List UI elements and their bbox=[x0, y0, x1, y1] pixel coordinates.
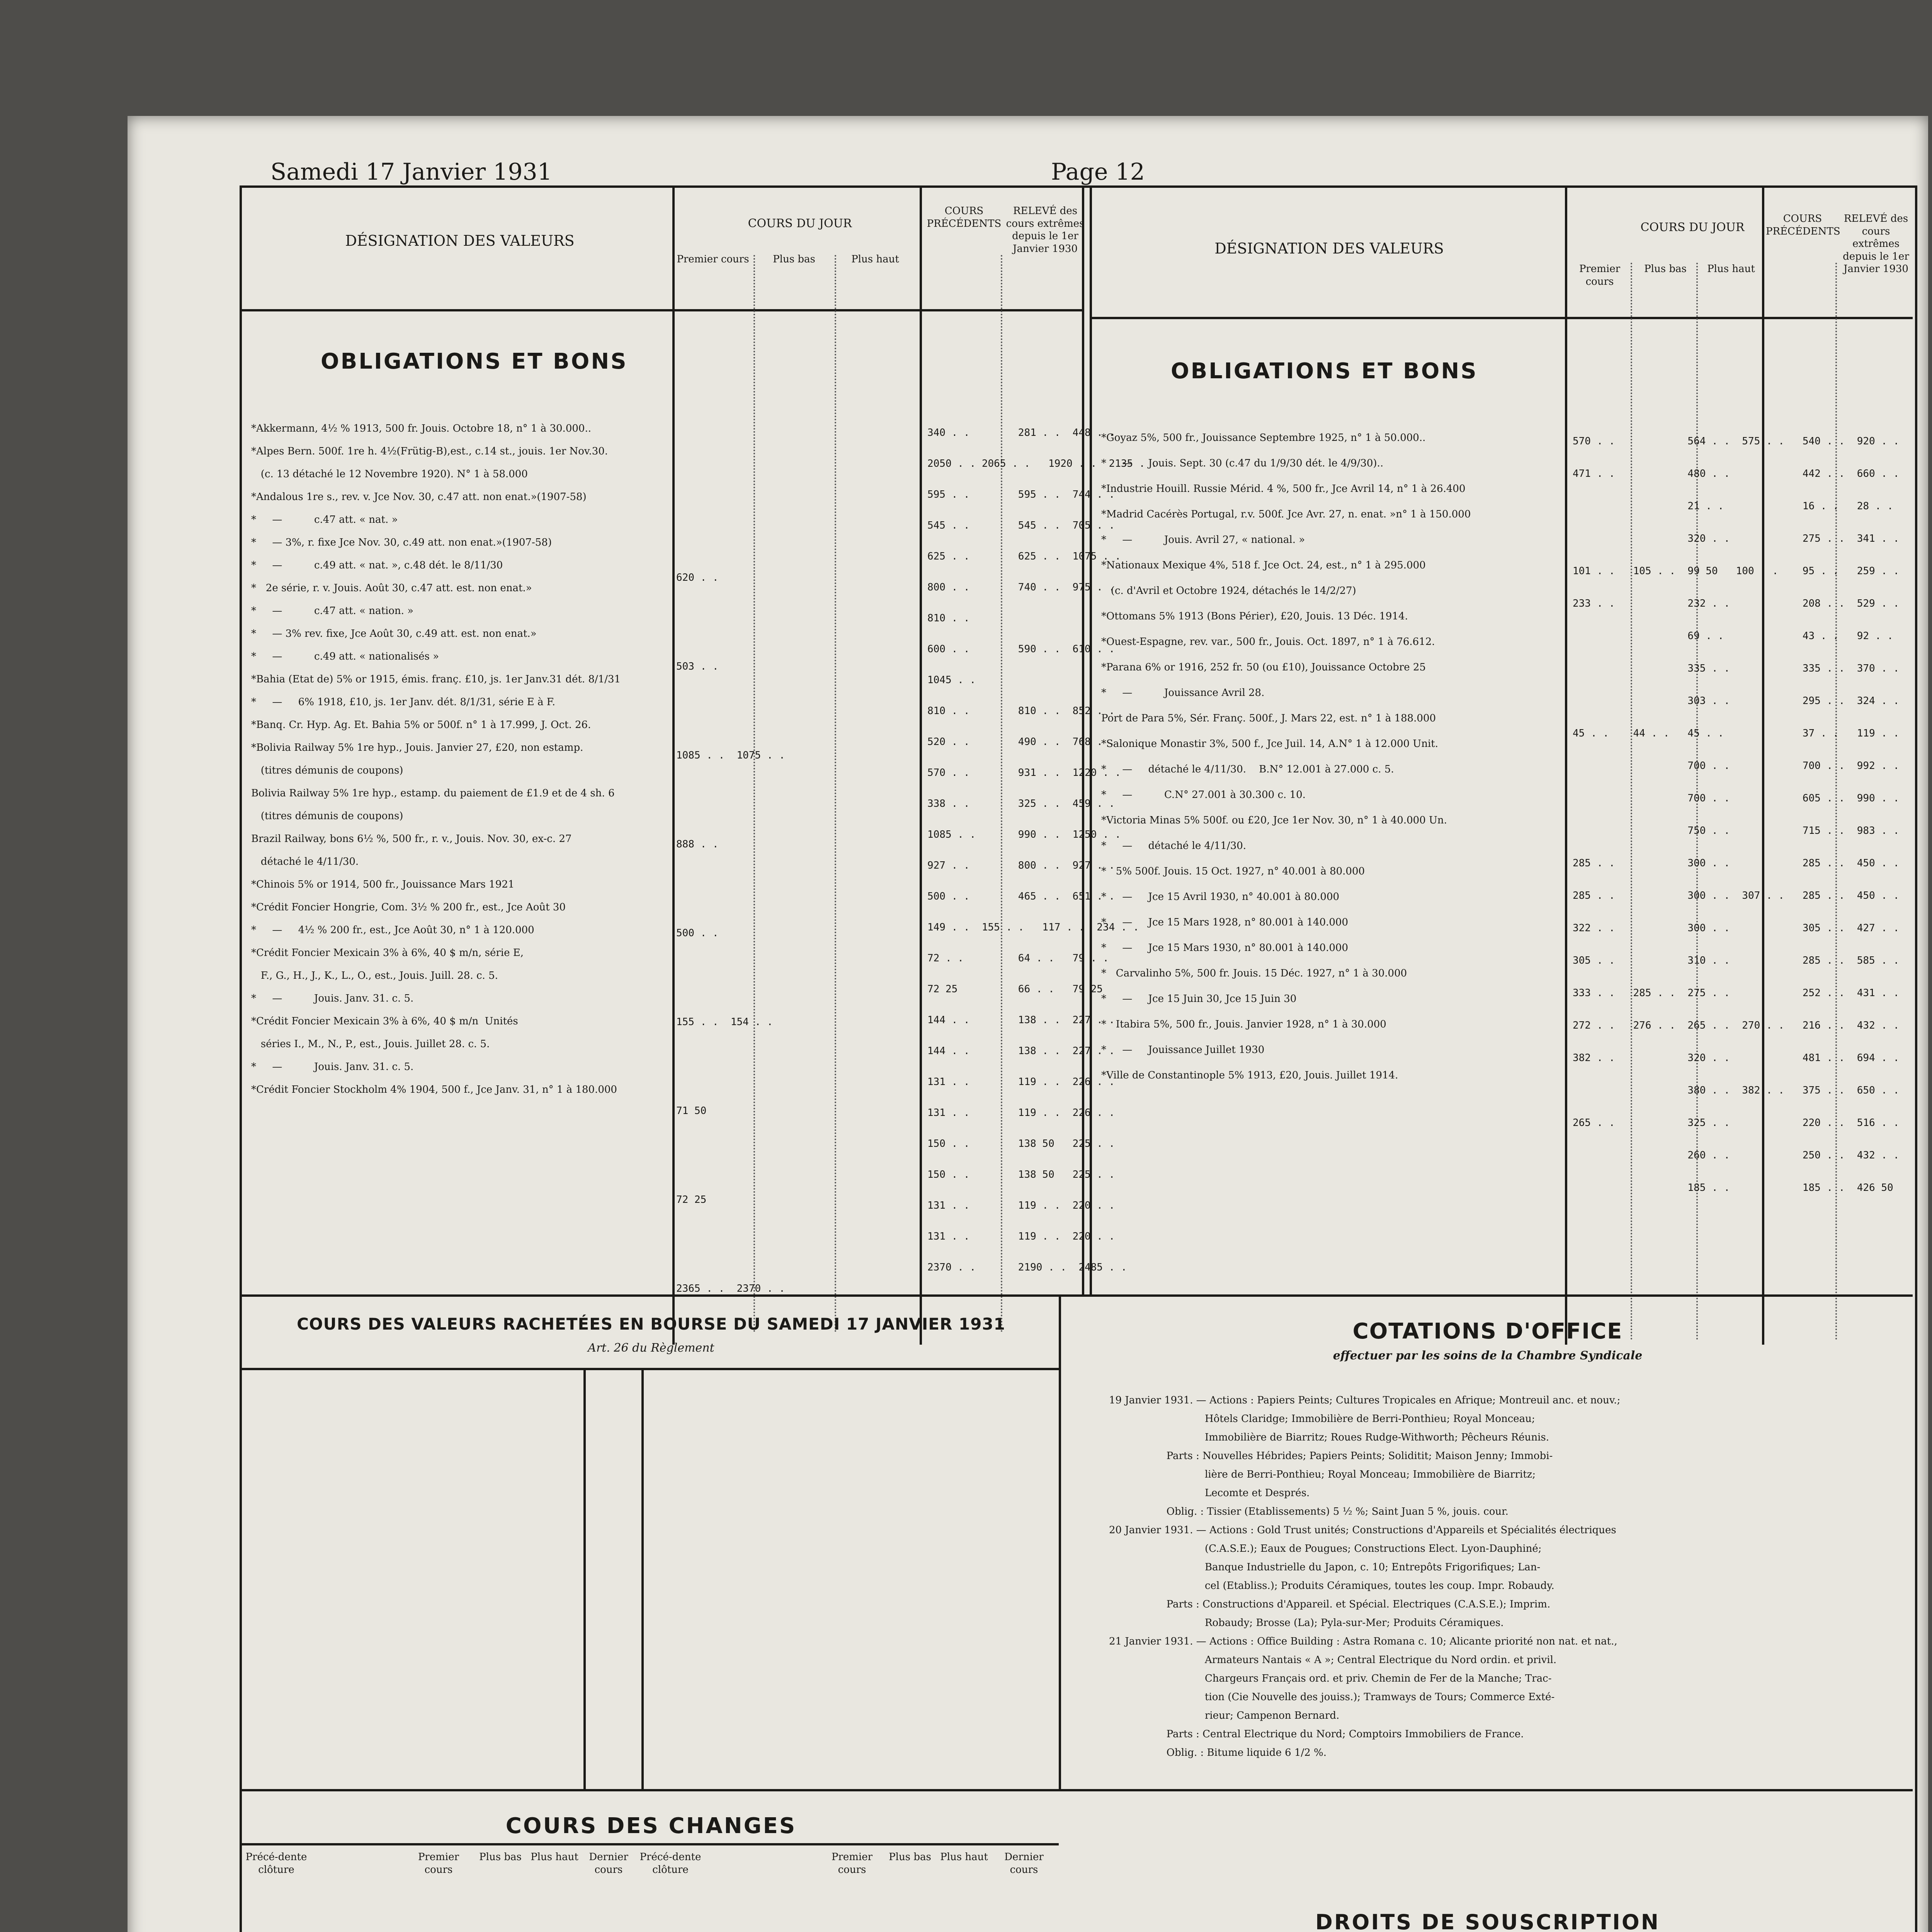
cotation-line: Lecomte et Després. bbox=[1109, 1487, 1310, 1499]
cotation-line: (C.A.S.E.); Eaux de Pougues; Constructions Elect. Lyon-Dauphiné; bbox=[1109, 1543, 1542, 1554]
oblig-left-first-price: 155 . . 154 . . bbox=[676, 1016, 773, 1028]
page-number: Page 12 bbox=[1051, 158, 1145, 185]
oblig-left-first-price: 71 50 bbox=[676, 1105, 707, 1117]
oblig-left-row: *Andalous 1re s., rev. v. Jce Nov. 30, c.47 att. non enat.»(1907-58) bbox=[251, 491, 587, 503]
oblig-right-value-row: 335 . . 335 . . 370 . . bbox=[1573, 663, 1900, 674]
cotation-line: Oblig. : Tissier (Etablissements) 5 ½ %; Saint Juan 5 %, jouis. cour. bbox=[1109, 1506, 1509, 1517]
oblig-right-value-row: 285 . . 300 . . 285 . . 450 . . bbox=[1573, 857, 1900, 869]
left-col-rule-4 bbox=[920, 185, 922, 1345]
oblig-right-value-row: 285 . . 300 . . 307 . . 285 . . 450 . . bbox=[1573, 890, 1900, 901]
oblig-right-row: * Itabira 5%, 500 fr., Jouis. Janvier 1928, n° 1 à 30.000 bbox=[1101, 1019, 1386, 1030]
oblig-left-value-row: 340 . . 281 . . 448 . . bbox=[927, 427, 1115, 439]
oblig-right-row: Port de Para 5%, Sér. Franç. 500f., J. Mars 22, est. n° 1 à 188.000 bbox=[1101, 713, 1436, 724]
oblig-left-value-row: 800 . . 740 . . 975 . . bbox=[927, 582, 1115, 593]
right-oblig-values bbox=[1573, 425, 1899, 1204]
oblig-right-row: * — détaché le 4/11/30. B.N° 12.001 à 27.000 c. 5. bbox=[1101, 764, 1394, 775]
oblig-right-value-row: 233 . . 232 . . 208 . . 529 . . bbox=[1573, 598, 1900, 609]
changes-premier2-header: Premier cours bbox=[831, 1851, 873, 1876]
oblig-right-row: *Ottomans 5% 1913 (Bons Périer), £20, Jouis. 13 Déc. 1914. bbox=[1101, 611, 1408, 622]
oblig-left-row: *Akkermann, 4½ % 1913, 500 fr. Jouis. Octobre 18, n° 1 à 30.000.. bbox=[251, 423, 591, 434]
cotation-line: Banque Industrielle du Japon, c. 10; Entrepôts Frigorifiques; Lan- bbox=[1109, 1561, 1541, 1573]
oblig-right-value-row: 380 . . 382 . . 375 . . 650 . . bbox=[1573, 1085, 1900, 1096]
oblig-left-value-row: 625 . . 625 . . 1075 . . bbox=[927, 551, 1121, 562]
cotation-line: Oblig. : Bitume liquide 6 1/2 %. bbox=[1109, 1747, 1327, 1759]
oblig-right-value-row: 382 . . 320 . . 481 . . 694 . . bbox=[1573, 1052, 1900, 1064]
oblig-left-value-row: 131 . . 119 . . 220 . . bbox=[927, 1231, 1115, 1242]
oblig-right-row: *Nationaux Mexique 4%, 518 f. Jce Oct. 24, est., n° 1 à 295.000 bbox=[1101, 560, 1426, 571]
oblig-right-row: *Parana 6% or 1916, 252 fr. 50 (ou £10), Jouissance Octobre 25 bbox=[1101, 662, 1426, 673]
middle-divider bbox=[1059, 1294, 1061, 1789]
oblig-right-row: *Victoria Minas 5% 500f. ou £20, Jce 1er Nov. 30, n° 1 à 40.000 Un. bbox=[1101, 815, 1447, 826]
oblig-right-row: *Salonique Monastir 3%, 500 f., Jce Juil. 14, A.N° 1 à 12.000 Unit. bbox=[1101, 738, 1438, 750]
oblig-left-value-row: 72 25 66 . . 79 25 bbox=[927, 983, 1103, 995]
oblig-right-value-row: 471 . . 480 . . 442 . . 660 . . bbox=[1573, 468, 1900, 480]
oblig-left-value-row: 131 . . 119 . . 226 . . bbox=[927, 1107, 1115, 1119]
oblig-left-value-row: 149 . . 155 . . 117 . . 234 . . bbox=[927, 922, 1139, 933]
oblig-right-row: * — Jce 15 Mars 1928, n° 80.001 à 140.000 bbox=[1101, 917, 1349, 928]
oblig-right-row: * Carvalinho 5%, 500 fr. Jouis. 15 Déc. 1927, n° 1 à 30.000 bbox=[1101, 968, 1407, 979]
changes-haut-header: Plus haut bbox=[531, 1851, 578, 1863]
oblig-right-value-row: 320 . . 275 . . 341 . . bbox=[1573, 533, 1900, 544]
right-designation-header: DÉSIGNATION DES VALEURS bbox=[1214, 240, 1444, 257]
oblig-right-value-row: 700 . . 700 . . 992 . . bbox=[1573, 760, 1900, 772]
oblig-right-value-row: 45 . . 44 . . 45 . . 37 . . 119 . . bbox=[1573, 728, 1900, 739]
right-releve-header: RELEVÉ des cours extrêmes depuis le 1er Janvier 1930 bbox=[1843, 213, 1909, 275]
oblig-left-row: *Chinois 5% or 1914, 500 fr., Jouissance Mars 1921 bbox=[251, 879, 515, 890]
oblig-right-row: *Industrie Houill. Russie Mérid. 4 %, 500 fr., Jce Avril 14, n° 1 à 26.400 bbox=[1101, 483, 1466, 495]
oblig-right-value-row: 265 . . 325 . . 220 . . 516 . . bbox=[1573, 1117, 1900, 1129]
oblig-right-row: *Ville de Constantinople 5% 1913, £20, Jouis. Juillet 1914. bbox=[1101, 1070, 1398, 1081]
oblig-left-value-row: 2370 . . 2190 . . 2485 . . bbox=[927, 1262, 1127, 1273]
changes-premier-header: Premier cours bbox=[418, 1851, 459, 1876]
rachetees-col-1 bbox=[583, 1368, 586, 1789]
oblig-right-value-row: 303 . . 295 . . 324 . . bbox=[1573, 695, 1900, 707]
oblig-left-first-price: 72 25 bbox=[676, 1194, 707, 1206]
right-oblig-title: OBLIGATIONS ET BONS bbox=[1171, 359, 1478, 384]
oblig-left-row: Bolivia Railway 5% 1re hyp., estamp. du paiement de £1.9 et de 4 sh. 6 bbox=[251, 787, 615, 799]
oblig-left-value-row: 810 . . 810 . . 852 . . bbox=[927, 705, 1115, 717]
oblig-left-row: *Bolivia Railway 5% 1re hyp., Jouis. Janvier 27, £20, non estamp. bbox=[251, 742, 583, 753]
oblig-left-value-row: 150 . . 138 50 225 . . bbox=[927, 1169, 1115, 1180]
cotation-line: 20 Janvier 1931. — Actions : Gold Trust unités; Constructions d'Appareils et Spécialités électriques bbox=[1109, 1524, 1616, 1536]
oblig-left-row: *Crédit Foncier Mexicain 3% à 6%, 40 $ m/n, série E, bbox=[251, 947, 524, 959]
souscription-title: DROITS DE SOUSCRIPTION bbox=[1315, 1910, 1660, 1932]
cotations-lines bbox=[1109, 1391, 1905, 1762]
oblig-left-first-price: 500 . . bbox=[676, 927, 719, 939]
right-plus-haut-header: Plus haut bbox=[1707, 263, 1755, 275]
oblig-right-value-row: 185 . . 185 . . 426 50 bbox=[1573, 1182, 1893, 1194]
newspaper-page bbox=[128, 116, 1928, 1932]
changes-header-rule bbox=[242, 1843, 1059, 1845]
oblig-right-value-row: 101 . . 105 . . 99 50 100 . . 95 . . 259 . . bbox=[1573, 565, 1900, 577]
rachetees-subtitle: Art. 26 du Règlement bbox=[588, 1341, 714, 1355]
oblig-left-row: * — 3% rev. fixe, Jce Août 30, c.49 att. est. non enat.» bbox=[251, 628, 537, 639]
oblig-left-value-row: 600 . . 590 . . 610 . . bbox=[927, 643, 1115, 655]
oblig-left-row: séries I., M., N., P., est., Jouis. Juillet 28. c. 5. bbox=[251, 1038, 490, 1050]
cotation-line: rieur; Campenon Bernard. bbox=[1109, 1710, 1340, 1721]
oblig-right-value-row: 260 . . 250 . . 432 . . bbox=[1573, 1150, 1900, 1161]
cotation-line: Immobilière de Biarritz; Roues Rudge-Withworth; Pêcheurs Réunis. bbox=[1109, 1432, 1549, 1443]
oblig-left-row: *Bahia (Etat de) 5% or 1915, émis. franç. £10, js. 1er Janv.31 dét. 8/1/31 bbox=[251, 673, 621, 685]
oblig-left-row: * — 6% 1918, £10, js. 1er Janv. dét. 8/1/31, série E à F. bbox=[251, 696, 555, 708]
oblig-right-value-row: 21 . . 16 . . 28 . . bbox=[1573, 500, 1893, 512]
cotation-line: Parts : Constructions d'Appareil. et Spécial. Electriques (C.A.S.E.); Imprim. bbox=[1109, 1599, 1551, 1610]
oblig-left-value-row: 2050 . . 2065 . . 1920 . . 2135 . . bbox=[927, 458, 1157, 469]
oblig-right-row: *Goyaz 5%, 500 fr., Jouissance Septembre 1925, n° 1 à 50.000.. bbox=[1101, 432, 1426, 444]
cotation-line: 21 Janvier 1931. — Actions : Office Building : Astra Romana c. 10; Alicante priorité non nat. et nat., bbox=[1109, 1636, 1617, 1647]
oblig-left-value-row: 570 . . 931 . . 1220 . . bbox=[927, 767, 1121, 779]
oblig-left-row: *Crédit Foncier Hongrie, Com. 3½ % 200 fr., est., Jce Août 30 bbox=[251, 901, 566, 913]
left-header-rule bbox=[242, 309, 1082, 311]
oblig-left-value-row: 1045 . . bbox=[927, 674, 976, 686]
oblig-right-row: * — Jce 15 Avril 1930, n° 40.001 à 80.000 bbox=[1101, 891, 1340, 903]
cotation-line: Hôtels Claridge; Immobilière de Berri-Ponthieu; Royal Monceau; bbox=[1109, 1413, 1535, 1425]
oblig-left-first-price: 620 . . bbox=[676, 572, 719, 583]
oblig-left-row: * — 3%, r. fixe Jce Nov. 30, c.49 att. non enat.»(1907-58) bbox=[251, 537, 552, 548]
oblig-left-value-row: 131 . . 119 . . 220 . . bbox=[927, 1200, 1115, 1211]
oblig-right-row: * — Jce 15 Juin 30, Jce 15 Juin 30 bbox=[1101, 993, 1297, 1005]
left-oblig-first-prices bbox=[676, 533, 785, 1333]
oblig-right-row: * — Jouissance Juillet 1930 bbox=[1101, 1044, 1265, 1056]
left-premier-cours-header: Premier cours bbox=[677, 253, 749, 265]
oblig-right-row: *Ouest-Espagne, rev. var., 500 fr., Jouis. Oct. 1897, n° 1 à 76.612. bbox=[1101, 636, 1435, 648]
oblig-left-value-row: 150 . . 138 50 225 . . bbox=[927, 1138, 1115, 1150]
oblig-right-row: * — C.N° 27.001 à 30.300 c. 10. bbox=[1101, 789, 1306, 801]
oblig-left-value-row: 131 . . 119 . . 226 . . bbox=[927, 1076, 1115, 1088]
oblig-left-first-price: 888 . . bbox=[676, 838, 719, 850]
oblig-left-row: Brazil Railway, bons 6½ %, 500 fr., r. v., Jouis. Nov. 30, ex-c. 27 bbox=[251, 833, 572, 845]
left-plus-bas-header: Plus bas bbox=[773, 253, 815, 265]
oblig-right-value-row: 272 . . 276 . . 265 . . 270 . . 216 . . 432 . . bbox=[1573, 1020, 1900, 1031]
oblig-left-value-row: 520 . . 490 . . 768 . . bbox=[927, 736, 1115, 748]
changes-haut2-header: Plus haut bbox=[940, 1851, 988, 1863]
middle-top-rule bbox=[242, 1294, 1913, 1297]
oblig-right-row: * — Jouis. Sept. 30 (c.47 du 1/9/30 dét. le 4/9/30).. bbox=[1101, 457, 1384, 469]
right-premier-cours-header: Premier cours bbox=[1579, 263, 1621, 287]
oblig-left-row: *Crédit Foncier Stockholm 4% 1904, 500 f., Jce Janv. 31, n° 1 à 180.000 bbox=[251, 1084, 617, 1095]
oblig-right-value-row: 750 . . 715 . . 983 . . bbox=[1573, 825, 1900, 837]
oblig-left-value-row: 1085 . . 990 . . 1250 . . bbox=[927, 829, 1121, 840]
oblig-left-value-row: 500 . . 465 . . 651 . . bbox=[927, 891, 1115, 902]
rachetees-rule bbox=[242, 1368, 1059, 1370]
left-col-rule-1 bbox=[672, 185, 675, 1345]
changes-title: COURS DES CHANGES bbox=[505, 1813, 797, 1838]
oblig-right-row: *Madrid Cacérès Portugal, r.v. 500f. Jce Avr. 27, n. enat. »n° 1 à 150.000 bbox=[1101, 509, 1471, 520]
left-col-rule-3 bbox=[835, 255, 836, 1333]
changes-bas-header: Plus bas bbox=[479, 1851, 522, 1863]
left-plus-haut-header: Plus haut bbox=[851, 253, 899, 265]
right-plus-bas-header: Plus bas bbox=[1644, 263, 1687, 275]
oblig-left-row: F., G., H., J., K., L., O., est., Jouis. Juill. 28. c. 5. bbox=[251, 970, 498, 981]
left-oblig-names bbox=[251, 417, 668, 1101]
changes-dernier-header: Dernier cours bbox=[589, 1851, 628, 1876]
page-date: Samedi 17 Janvier 1931 bbox=[270, 158, 552, 185]
changes-prec2-header: Précé-dente clôture bbox=[639, 1851, 701, 1876]
oblig-right-value-row: 333 . . 285 . . 275 . . 252 . . 431 . . bbox=[1573, 987, 1900, 999]
oblig-right-row: * 5% 500f. Jouis. 15 Oct. 1927, n° 40.001 à 80.000 bbox=[1101, 866, 1365, 877]
oblig-left-row: * — Jouis. Janv. 31. c. 5. bbox=[251, 993, 414, 1004]
oblig-left-value-row: 338 . . 325 . . 459 . . bbox=[927, 798, 1115, 810]
cotation-line: cel (Etabliss.); Produits Céramiques, toutes les coup. Impr. Robaudy. bbox=[1109, 1580, 1554, 1592]
left-cours-du-jour-header: COURS DU JOUR bbox=[748, 217, 852, 230]
left-oblig-title: OBLIGATIONS ET BONS bbox=[321, 349, 628, 374]
cotation-line: Parts : Central Electrique du Nord; Comptoirs Immobiliers de France. bbox=[1109, 1728, 1524, 1740]
oblig-left-row: (titres démunis de coupons) bbox=[251, 810, 403, 822]
oblig-left-row: détaché le 4/11/30. bbox=[251, 856, 359, 867]
cotation-line: Chargeurs Français ord. et priv. Chemin de Fer de la Manche; Trac- bbox=[1109, 1673, 1552, 1684]
oblig-left-row: (c. 13 détaché le 12 Novembre 1920). N° 1 à 58.000 bbox=[251, 468, 528, 480]
oblig-left-value-row: 144 . . 138 . . 227 . . bbox=[927, 1045, 1115, 1057]
oblig-left-row: * — c.47 att. « nat. » bbox=[251, 514, 398, 526]
right-cours-precedents-header: COURS PRÉCÉDENTS bbox=[1766, 213, 1840, 237]
cotation-line: Parts : Nouvelles Hébrides; Papiers Peints; Soliditit; Maison Jenny; Immobi- bbox=[1109, 1450, 1553, 1462]
right-cours-du-jour-header: COURS DU JOUR bbox=[1640, 221, 1745, 234]
oblig-left-row: * 2e série, r. v. Jouis. Août 30, c.47 att. est. non enat.» bbox=[251, 582, 532, 594]
oblig-left-value-row: 72 . . 64 . . 79 . . bbox=[927, 952, 1109, 964]
oblig-left-row: *Alpes Bern. 500f. 1re h. 4½(Frütig-B),est., c.14 st., jouis. 1er Nov.30. bbox=[251, 446, 608, 457]
oblig-right-value-row: 570 . . 564 . . 575 . . 540 . . 920 . . bbox=[1573, 435, 1900, 447]
cotation-line: lière de Berri-Ponthieu; Royal Monceau; Immobilière de Biarritz; bbox=[1109, 1469, 1536, 1480]
changes-dernier2-header: Dernier cours bbox=[1004, 1851, 1044, 1876]
rachetees-col-2 bbox=[641, 1368, 644, 1789]
oblig-right-row: (c. d'Avril et Octobre 1924, détachés le 14/2/27) bbox=[1101, 585, 1356, 597]
oblig-left-row: * — Jouis. Janv. 31. c. 5. bbox=[251, 1061, 414, 1073]
oblig-right-value-row: 305 . . 310 . . 285 . . 585 . . bbox=[1573, 955, 1900, 966]
oblig-right-row: * — détaché le 4/11/30. bbox=[1101, 840, 1247, 852]
right-header-rule bbox=[1092, 317, 1913, 319]
oblig-left-first-price: 2365 . . 2370 . . bbox=[676, 1283, 785, 1294]
cotation-line: Robaudy; Brosse (La); Pyla-sur-Mer; Produits Céramiques. bbox=[1109, 1617, 1504, 1629]
left-cours-precedents-header: COURS PRÉCÉDENTS bbox=[927, 205, 1002, 230]
oblig-left-value-row: 595 . . 595 . . 744 . . bbox=[927, 489, 1115, 500]
oblig-left-value-row: 927 . . 800 . . 927 . . bbox=[927, 860, 1115, 871]
right-oblig-names bbox=[1101, 425, 1561, 1088]
oblig-left-value-row: 810 . . bbox=[927, 612, 970, 624]
oblig-left-row: (titres démunis de coupons) bbox=[251, 765, 403, 776]
cotations-subtitle: effectuer par les soins de la Chambre Syndicale bbox=[1333, 1349, 1643, 1362]
oblig-left-row: * — c.49 att. « nat. », c.48 dét. le 8/11/30 bbox=[251, 560, 503, 571]
oblig-left-first-price: 1085 . . 1075 . . bbox=[676, 750, 785, 761]
oblig-left-row: * — c.47 att. « nation. » bbox=[251, 605, 414, 617]
rachetees-title: COURS DES VALEURS RACHETÉES EN BOURSE DU SAMEDI 17 JANVIER 1931 bbox=[297, 1315, 1005, 1333]
oblig-left-row: *Banq. Cr. Hyp. Ag. Et. Bahia 5% or 500f. n° 1 à 17.999, J. Oct. 26. bbox=[251, 719, 591, 731]
oblig-right-row: * — Jouissance Avril 28. bbox=[1101, 687, 1265, 699]
oblig-left-value-row: 144 . . 138 . . 227 . . bbox=[927, 1014, 1115, 1026]
oblig-left-value-row: 545 . . 545 . . 705 . . bbox=[927, 520, 1115, 531]
cotation-line: 19 Janvier 1931. — Actions : Papiers Peints; Cultures Tropicales en Afrique; Montreuil anc. et nouv.; bbox=[1109, 1395, 1621, 1406]
right-col-rule-1 bbox=[1565, 185, 1567, 1345]
cotation-line: Armateurs Nantais « A »; Central Electrique du Nord ordin. et privil. bbox=[1109, 1654, 1557, 1666]
left-designation-header: DÉSIGNATION DES VALEURS bbox=[345, 232, 575, 249]
cotation-line: tion (Cie Nouvelle des jouiss.); Tramways de Tours; Commerce Exté- bbox=[1109, 1691, 1555, 1703]
cotations-title: COTATIONS D'OFFICE bbox=[1352, 1319, 1623, 1344]
left-releve-header: RELEVÉ des cours extrêmes depuis le 1er Janvier 1930 bbox=[1006, 205, 1085, 255]
changes-prec-header: Précé-dente clôture bbox=[245, 1851, 307, 1876]
oblig-right-value-row: 322 . . 300 . . 305 . . 427 . . bbox=[1573, 922, 1900, 934]
oblig-right-row: * — Jouis. Avril 27, « national. » bbox=[1101, 534, 1305, 546]
oblig-right-value-row: 700 . . 605 . . 990 . . bbox=[1573, 793, 1900, 804]
oblig-left-row: *Crédit Foncier Mexicain 3% à 6%, 40 $ m/n Unités bbox=[251, 1015, 518, 1027]
changes-top-rule bbox=[242, 1789, 1913, 1791]
changes-bas2-header: Plus bas bbox=[889, 1851, 931, 1863]
oblig-left-row: * — c.49 att. « nationalisés » bbox=[251, 651, 439, 662]
oblig-left-row: * — 4½ % 200 fr., est., Jce Août 30, n° 1 à 120.000 bbox=[251, 924, 534, 936]
oblig-left-first-price: 503 . . bbox=[676, 661, 719, 672]
oblig-right-value-row: 69 . . 43 . . 92 . . bbox=[1573, 630, 1893, 642]
oblig-right-row: * — Jce 15 Mars 1930, n° 80.001 à 140.000 bbox=[1101, 942, 1349, 954]
